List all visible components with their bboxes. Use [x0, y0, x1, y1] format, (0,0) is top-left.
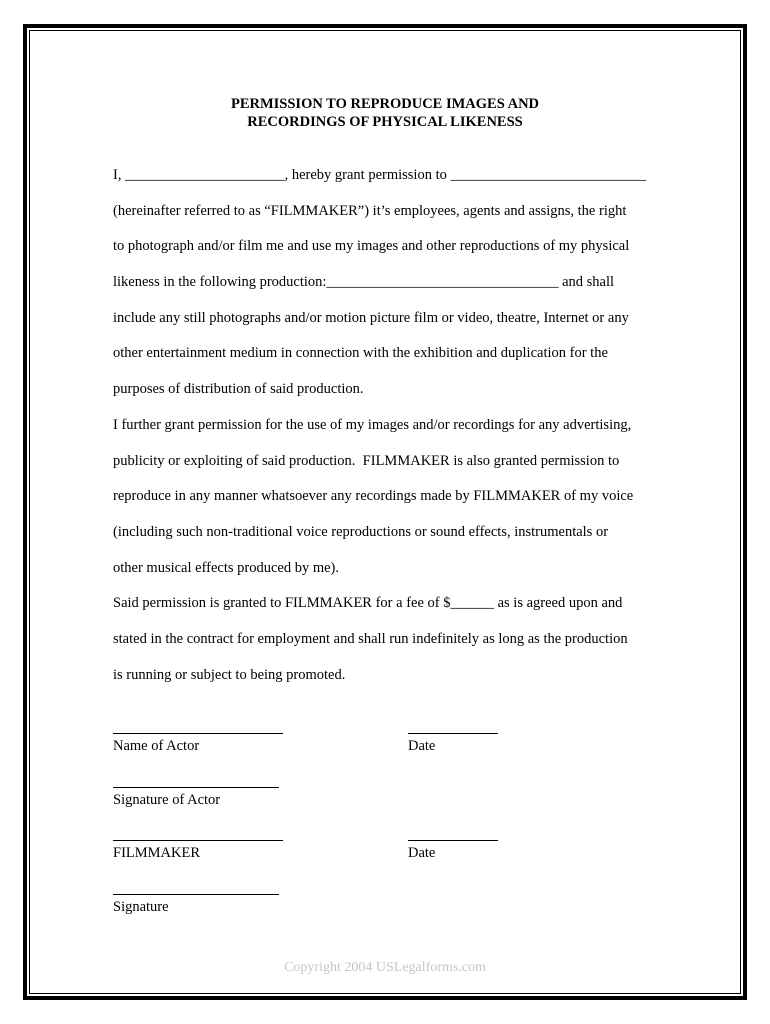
actor-date-line[interactable]: [408, 733, 498, 734]
document-title-line-1: PERMISSION TO REPRODUCE IMAGES AND: [230, 96, 540, 112]
body-line: other entertainment medium in connection with the exhibition and duplication for the: [113, 345, 608, 361]
document-title-line-2: RECORDINGS OF PHYSICAL LIKENESS: [247, 114, 523, 130]
actor-name-line[interactable]: [113, 733, 283, 734]
body-line: is running or subject to being promoted.: [113, 667, 346, 683]
signature-of-actor-label: Signature of Actor: [113, 792, 221, 808]
body-line: to photograph and/or film me and use my images and other reproductions of my physical: [113, 238, 630, 254]
body-line: (hereinafter referred to as “FILMMAKER”) it’s employees, agents and assigns, the right: [113, 203, 627, 219]
body-line: other musical effects produced by me).: [113, 560, 340, 576]
copyright-footer: Copyright 2004 USLegalforms.com: [284, 960, 486, 975]
name-of-actor-label: Name of Actor: [113, 738, 200, 754]
body-line: purposes of distribution of said production.: [113, 381, 364, 397]
actor-date-label: Date: [408, 738, 436, 754]
body-line: publicity or exploiting of said production. FILMMAKER is also granted permission to: [113, 453, 620, 469]
body-line: (including such non-traditional voice reproductions or sound effects, instrumentals or: [113, 524, 609, 540]
filmmaker-label: FILMMAKER: [113, 845, 201, 861]
body-line: stated in the contract for employment and shall run indefinitely as long as the production: [113, 631, 628, 647]
body-line: I further grant permission for the use of my images and/or recordings for any advertising,: [113, 417, 632, 433]
actor-signature-line[interactable]: [113, 787, 279, 788]
filmmaker-date-label: Date: [408, 845, 436, 861]
body-line: likeness in the following production:________________________________ and shall: [113, 274, 615, 290]
body-line: include any still photographs and/or motion picture film or video, theatre, Internet or any: [113, 310, 629, 326]
body-line: reproduce in any manner whatsoever any recordings made by FILMMAKER of my voice: [113, 488, 634, 504]
signature-label: Signature: [113, 899, 169, 915]
body-line: I, ______________________, hereby grant permission to ___________________________: [113, 167, 647, 183]
body-line: Said permission is granted to FILMMAKER for a fee of $______ as is agreed upon and: [113, 595, 623, 611]
filmmaker-signature-line[interactable]: [113, 894, 279, 895]
filmmaker-name-line[interactable]: [113, 840, 283, 841]
filmmaker-date-line[interactable]: [408, 840, 498, 841]
